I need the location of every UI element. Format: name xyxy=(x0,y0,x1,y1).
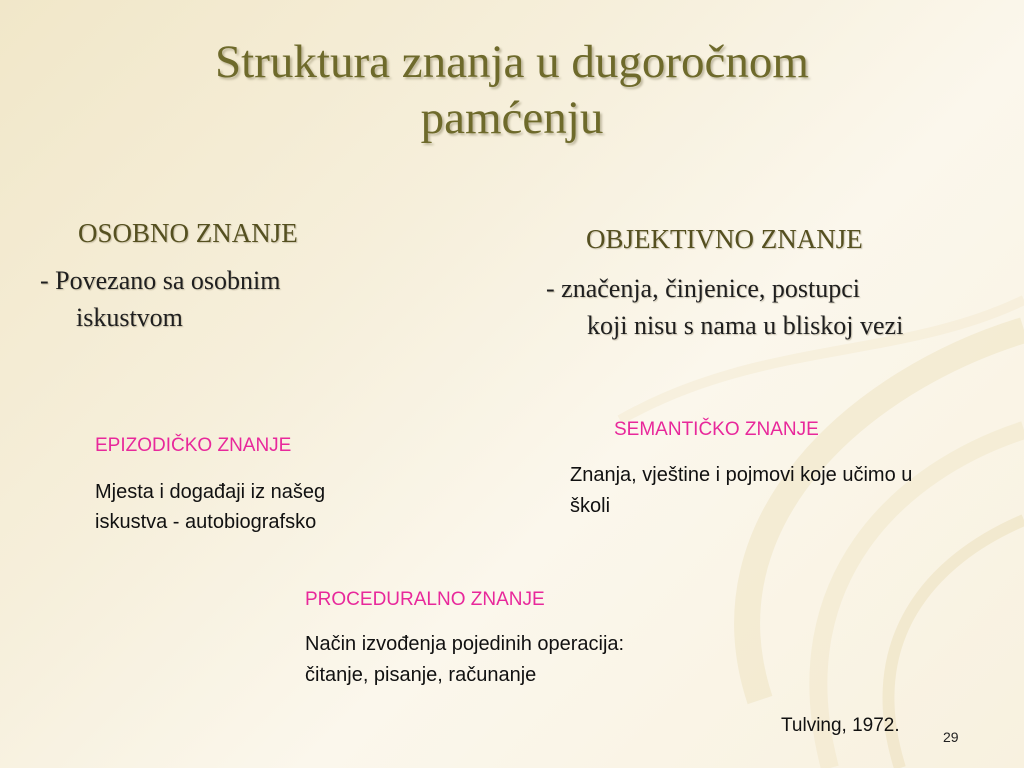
objective-knowledge-desc-line-2: koji nisu s nama u bliskoj vezi xyxy=(587,311,904,340)
slide-title xyxy=(0,34,1024,146)
personal-knowledge-desc-line-1: - Povezano sa osobnim xyxy=(40,266,281,295)
objective-knowledge-desc-line-1: - značenja, činjenice, postupci xyxy=(546,274,861,303)
semantic-knowledge-heading: SEMANTIČKO ZNANJE xyxy=(614,419,819,440)
procedural-knowledge-desc-line-2: čitanje, pisanje, računanje xyxy=(305,664,537,686)
episodic-knowledge-heading: EPIZODIČKO ZNANJE xyxy=(95,435,292,456)
personal-knowledge-heading: OSOBNO ZNANJE xyxy=(78,218,298,248)
semantic-knowledge-desc-line-2: školi xyxy=(570,495,611,517)
title-line-1: Struktura znanja u dugoročnom xyxy=(215,36,809,88)
title-line-2: pamćenju xyxy=(420,92,604,144)
objective-knowledge-heading: OBJEKTIVNO ZNANJE xyxy=(586,224,863,254)
episodic-knowledge-desc-line-2: iskustva - autobiografsko xyxy=(95,511,317,533)
procedural-knowledge-desc-line-1: Način izvođenja pojedinih operacija: xyxy=(305,633,625,655)
episodic-knowledge-desc-line-1: Mjesta i događaji iz našeg xyxy=(95,481,326,503)
page-number: 29 xyxy=(943,729,959,745)
citation: Tulving, 1972. xyxy=(781,715,900,736)
procedural-knowledge-heading: PROCEDURALNO ZNANJE xyxy=(305,589,545,610)
personal-knowledge-desc-line-2: iskustvom xyxy=(76,303,183,332)
semantic-knowledge-desc-line-1: Znanja, vještine i pojmovi koje učimo u xyxy=(570,464,913,486)
